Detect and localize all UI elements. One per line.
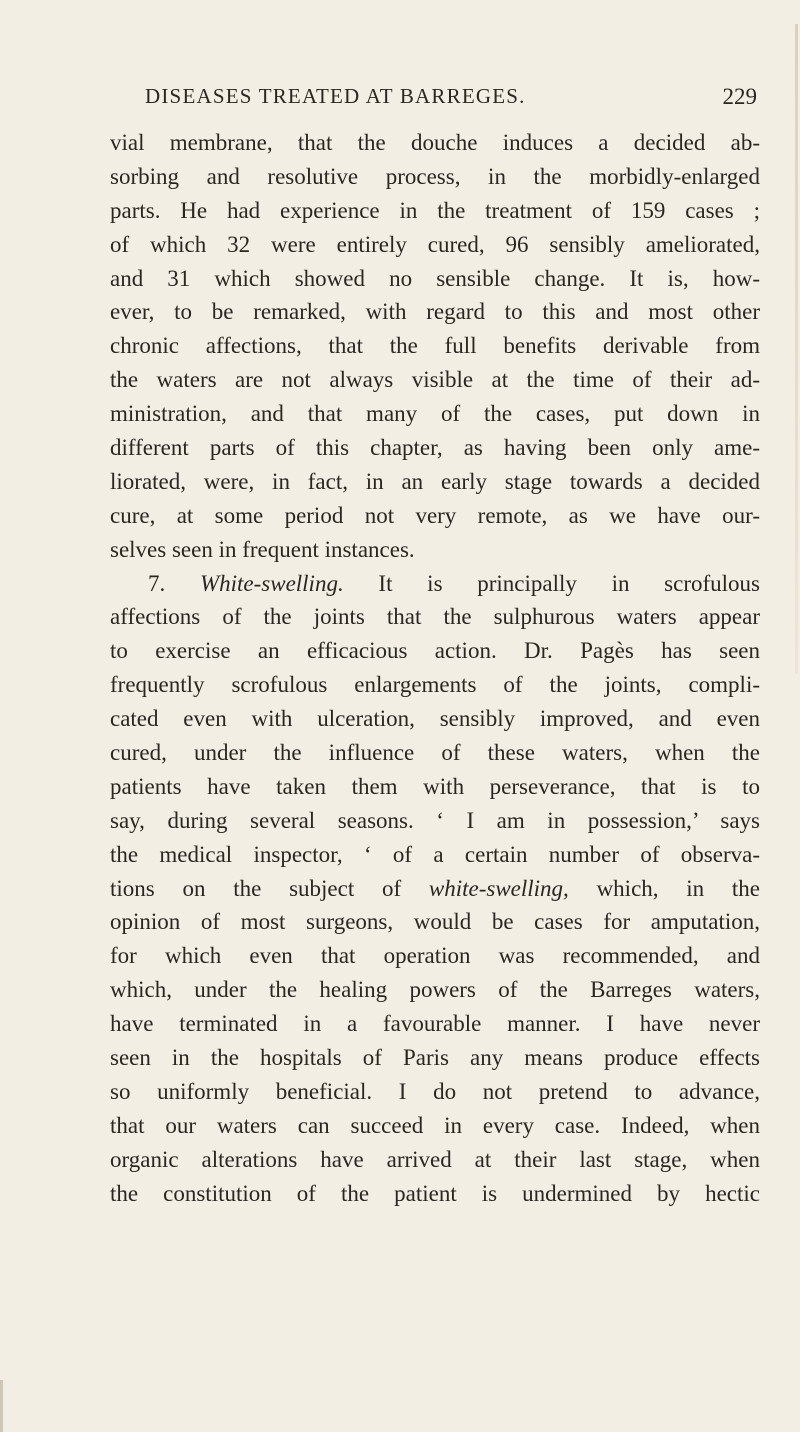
page-corner-mark: [0, 1380, 3, 1432]
line-end: which, in the: [596, 875, 761, 901]
text-line: which, under the healing powers of the Barreges waters,: [110, 977, 760, 1003]
text-line: sorbing and resolutive process, in the morbidly-enlarged: [110, 163, 760, 189]
text-line: the medical inspector, ‘ of a certain number of observa-: [110, 841, 760, 867]
text-line-with-italic: [110, 872, 760, 906]
text-line: cure, at some period not very remote, as we have our-: [110, 502, 760, 528]
text-line: ever, to be remarked, with regard to this and most other: [110, 299, 760, 325]
text-line: organic alterations have arrived at their last stage, when: [110, 1146, 760, 1172]
text-line: opinion of most surgeons, would be cases for amputation,: [110, 909, 760, 935]
page-edge-shadow: [795, 24, 798, 674]
text-line: that our waters can succeed in every case. Indeed, when: [110, 1112, 760, 1138]
text-line: parts. He had experience in the treatment of 159 cases ;: [110, 197, 760, 223]
text-line: liorated, were, in fact, in an early stage towards a decided: [110, 468, 760, 494]
text-line: selves seen in frequent instances.: [110, 536, 415, 562]
text-line: frequently scrofulous enlargements of the joints, compli-: [110, 672, 760, 698]
text-line: cured, under the influence of these waters, when the: [110, 740, 760, 766]
text-line: to exercise an efficacious action. Dr. Pagès has seen: [110, 638, 760, 664]
text-line: different parts of this chapter, as having been only ame-: [110, 435, 760, 461]
text-line: for which even that operation was recommended, and: [110, 943, 760, 969]
body-text: [110, 126, 760, 1211]
text-line: the waters are not always visible at the time of their ad-: [110, 367, 760, 393]
line-start: tions on the subject of: [110, 875, 402, 901]
text-line: ministration, and that many of the cases, put down in: [110, 401, 760, 427]
page-number: 229: [722, 84, 757, 109]
section-line-text: It is principally in scrofulous: [378, 570, 761, 596]
text-line: cated even with ulceration, sensibly improved, and even: [110, 706, 760, 732]
text-line: have terminated in a favourable manner. I have never: [110, 1011, 760, 1037]
text-line: seen in the hospitals of Paris any means produce effects: [110, 1045, 760, 1071]
text-line: chronic affections, that the full benefits derivable from: [110, 333, 760, 359]
text-line: vial membrane, that the douche induces a decided ab-: [110, 130, 760, 155]
text-line: and 31 which showed no sensible change. It is, how-: [110, 265, 760, 291]
section-heading-line: [110, 567, 760, 601]
italic-term: white-swelling,: [428, 875, 569, 901]
text-line: so uniformly beneficial. I do not pretend to advance,: [110, 1078, 760, 1104]
text-line: the constitution of the patient is undermined by hectic: [110, 1180, 760, 1206]
text-line: patients have taken them with perseverance, that is to: [110, 773, 760, 799]
section-number: 7.: [148, 570, 166, 596]
section-heading: White-swelling.: [199, 570, 344, 596]
text-line: say, during several seasons. ‘ I am in possession,’ says: [110, 807, 760, 833]
running-head: [110, 84, 760, 116]
text-line: affections of the joints that the sulphurous waters appear: [110, 604, 760, 630]
running-title: DISEASES TREATED AT BARREGES.: [145, 84, 526, 108]
text-line: of which 32 were entirely cured, 96 sensibly ameliorated,: [110, 231, 760, 257]
